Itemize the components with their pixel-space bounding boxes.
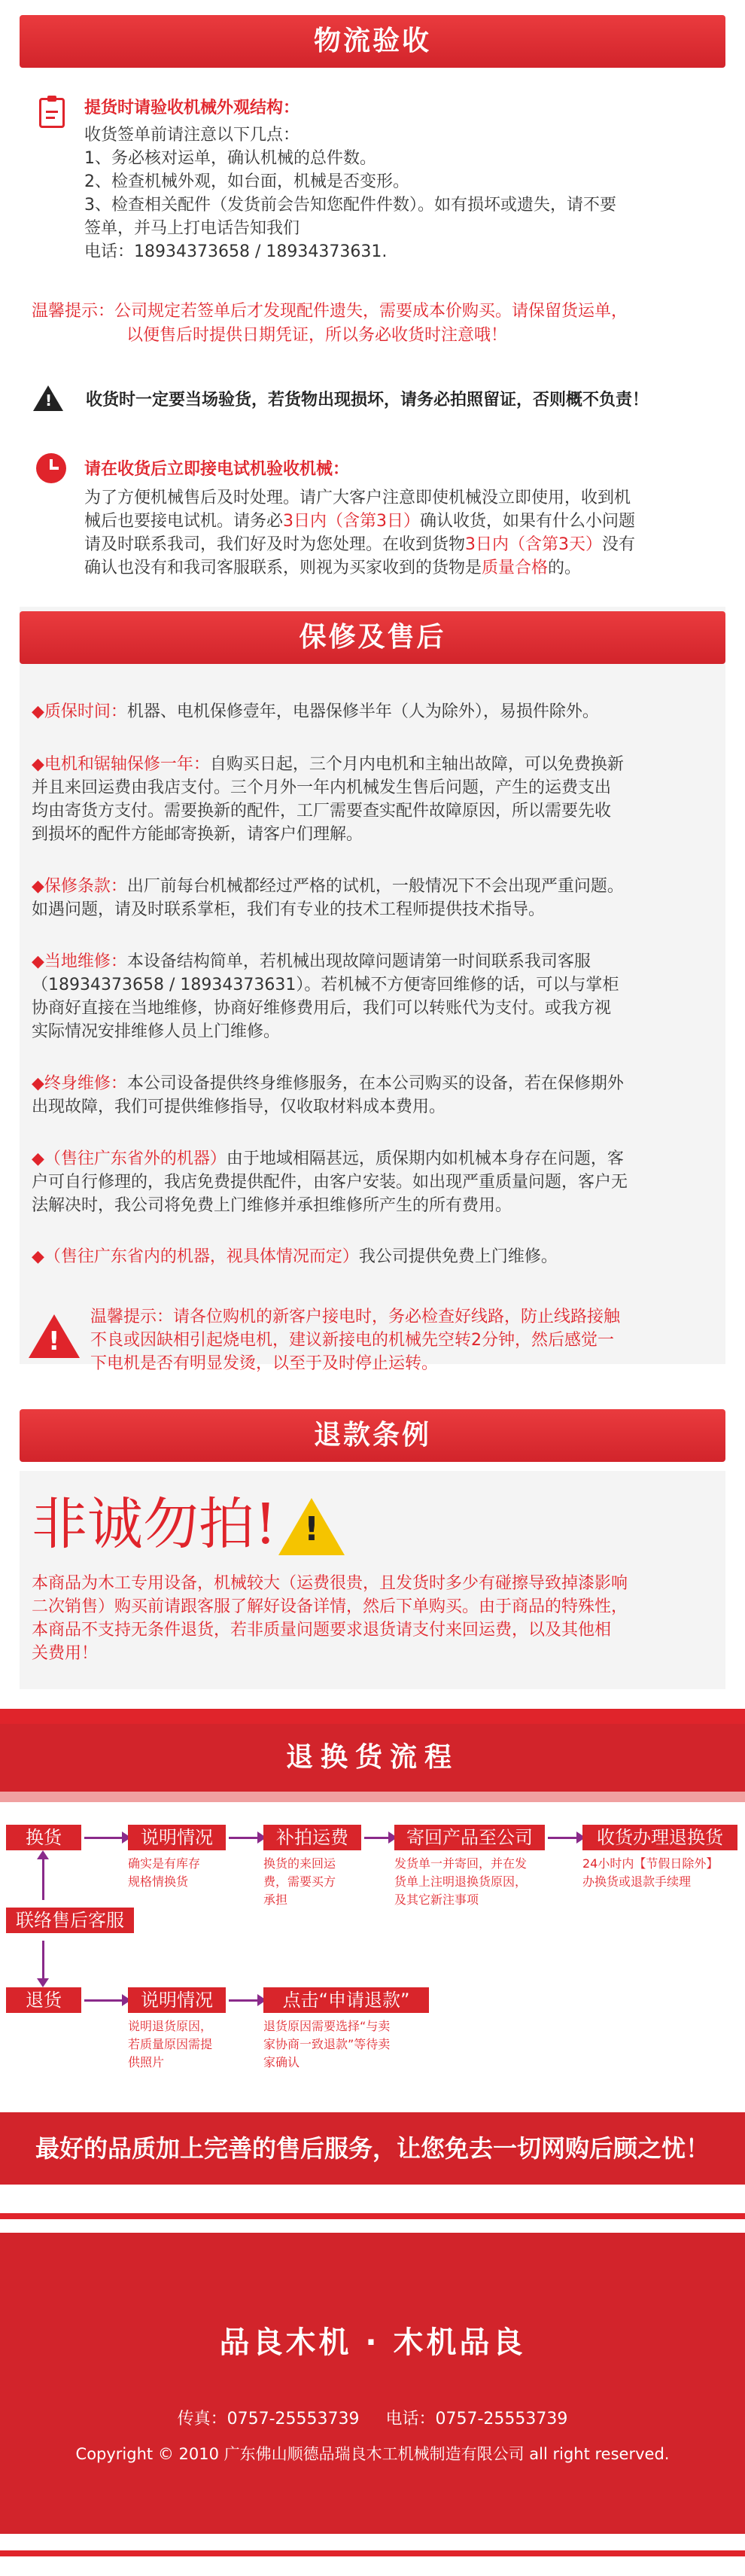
flow-note <box>394 1855 527 1909</box>
flow-note-line: 承担 <box>263 1892 288 1907</box>
flow-note-line: 费，需要买方 <box>263 1874 336 1889</box>
refund-big-text: 非诚勿拍! <box>32 1492 277 1557</box>
flow-note <box>582 1855 718 1891</box>
warranty-text: 由于地域相隔甚远，质保期内如机械本身存在问题，客 <box>226 1149 624 1168</box>
warranty-text: 并且来回运费由我店支付。三个月外一年内机械发生售后问题，产生的运费支出 <box>32 778 612 797</box>
warranty-label: ◆终身维修： <box>32 1074 127 1093</box>
test-highlight: 质量合格 <box>482 559 549 577</box>
warranty-label: ◆质保时间： <box>32 702 127 721</box>
warning-text: 收货时一定要当场验货，若货物出现损坏，请务必拍照留证，否则概不负责！ <box>86 391 649 410</box>
inspect-list <box>84 123 716 263</box>
flow-step-return-product: 寄回产品至公司 <box>394 1825 545 1850</box>
flow-note-line: 确实是有库存 <box>128 1856 201 1871</box>
flow-contact-support: 联络售后客服 <box>6 1908 134 1933</box>
slogan-banner: 最好的品质加上完善的售后服务，让您免去一切网购后顾之忧！ <box>0 2112 745 2185</box>
test-text: 请及时联系我司，我们好及时为您处理。在收到货物 <box>84 535 466 554</box>
flow-note-line: 家确认 <box>263 2055 300 2069</box>
tip-line: 以便售后时提供日期凭证，所以务必收货时注意哦！ <box>126 326 508 345</box>
flow-note <box>128 1855 200 1891</box>
clock-icon <box>36 453 66 483</box>
refund-title: 退款条例 <box>20 1409 725 1462</box>
warranty-text: 到损坏的配件方能邮寄换新，请客户们理解。 <box>32 825 363 844</box>
tip-line: 不良或因缺相引起烧电机，建议新接电的机械先空转2分钟，然后感觉一 <box>90 1331 614 1350</box>
inspect-line: 签单，并马上打电话告知我们 <box>84 219 300 238</box>
test-text: 确认收货，如果有什么小问题 <box>420 512 636 531</box>
footer-contact: 传真：0757-25553739 电话：0757-25553739 <box>177 2410 568 2428</box>
warning-icon-mark: ! <box>48 1326 60 1357</box>
warranty-item <box>32 753 716 846</box>
warning-icon-mark: ! <box>45 391 53 410</box>
flow-note-line: 说明退货原因， <box>128 2019 213 2033</box>
warranty-item <box>32 1147 716 1217</box>
arrow-right-icon <box>229 1837 259 1839</box>
flow-step-apply-refund: 点击“申请退款” <box>263 1987 429 2013</box>
arrow-right-icon <box>548 1837 578 1839</box>
inspect-line: 2、检查机械外观，如台面，机械是否变形。 <box>84 172 409 191</box>
test-text: 确认也没有和我司客服联系，则视为买家收到的货物是 <box>84 559 482 577</box>
flow-note-line: 若质量原因需提 <box>128 2037 213 2051</box>
warranty-text: 协商好直接在当地维修，协商好维修费用后，我们可以转账代为支付。或我方视 <box>32 999 612 1018</box>
refund-line: 本商品为木工专用设备，机械较大（运费很贵，且发货时多少有碰擦导致掉漆影响 <box>32 1574 628 1593</box>
warranty-text: 本公司设备提供终身维修服务，在本公司购买的设备，若在保修期外 <box>126 1074 624 1093</box>
flow-step-return: 退货 <box>6 1987 81 2013</box>
warranty-text: 如遇问题，请及时联系掌柜，我们有专业的技术工程师提供技术指导。 <box>32 900 546 919</box>
flow-note-line: 换货的来回运 <box>263 1856 336 1871</box>
test-text: 没有 <box>602 535 636 554</box>
warranty-text: 自购买日起，三个月内电机和主轴出故障，可以免费换新 <box>209 755 624 774</box>
warranty-item <box>32 875 716 921</box>
test-text: 的。 <box>548 559 582 577</box>
footer-top-line <box>0 2213 745 2219</box>
flow-step-explain: 说明情况 <box>128 1987 226 2013</box>
arrow-right-icon <box>84 1837 123 1839</box>
warning-icon-mark: ! <box>304 1510 320 1548</box>
warranty-text: 实际情况安排维修人员上门维修。 <box>32 1022 281 1041</box>
warranty-text: 机器、电机保修壹年，电器保修半年（人为除外），易损件除外。 <box>126 702 599 721</box>
test-paragraph <box>84 486 716 580</box>
warranty-title: 保修及售后 <box>20 611 725 664</box>
warranty-text: 户可自行修理的，我店免费提供配件，由客户安装。如出现严重质量问题，客户无 <box>32 1173 628 1192</box>
warranty-text: 法解决时，我公司将免费上门维修并承担维修所产生的所有费用。 <box>32 1196 512 1215</box>
footer <box>0 2233 745 2534</box>
flow-note-line: 供照片 <box>128 2055 165 2069</box>
warranty-label: ◆（售往广东省外的机器） <box>32 1149 227 1168</box>
tip-line: 下电机是否有明显发烫，以至于及时停止运转。 <box>90 1354 439 1373</box>
inspect-line: 1、务必核对运单，确认机械的总件数。 <box>84 149 376 168</box>
clipboard-icon <box>39 98 65 128</box>
flow-title-shadow <box>0 1792 745 1802</box>
test-highlight: 3日内（含第3日） <box>283 512 421 531</box>
warranty-label: ◆保修条款： <box>32 877 127 896</box>
logistics-title: 物流验收 <box>20 15 725 68</box>
test-highlight: 3日内（含第3天） <box>465 535 603 554</box>
flow-step-exchange: 换货 <box>6 1825 81 1850</box>
warranty-text: 我公司提供免费上门维修。 <box>358 1247 558 1266</box>
warranty-text: 出厂前每台机械都经过严格的试机，一般情况下不会出现严重问题。 <box>126 877 624 896</box>
footer-brand: 品良木机 · 木机品良 <box>219 2325 526 2360</box>
arrow-right-icon <box>229 1999 259 2002</box>
flow-note-line: 家协商一致退款”等待卖 <box>263 2037 391 2051</box>
tip-line: 温馨提示：请各位购机的新客户接电时，务必检查好线路，防止线路接触 <box>90 1308 621 1326</box>
flow-note-line: 24小时内【节假日除外】 <box>582 1856 719 1871</box>
inspect-line: 收货签单前请注意以下几点： <box>84 126 300 145</box>
warranty-text: 出现故障，我们可提供维修指导，仅收取材料成本费用。 <box>32 1098 446 1116</box>
warranty-item <box>32 700 716 723</box>
warranty-item <box>32 1245 716 1268</box>
logistics-tip <box>32 300 628 348</box>
arrow-down-icon <box>42 1941 44 1980</box>
arrow-right-icon <box>364 1837 390 1839</box>
test-text: 为了方便机械售后及时处理。请广大客户注意即使机械没立即使用，收到机 <box>84 489 631 507</box>
inspect-line: 电话：18934373658 / 18934373631. <box>84 242 388 261</box>
flow-step-shipping-fee: 补拍运费 <box>263 1825 361 1850</box>
refund-line: 关费用！ <box>32 1644 99 1663</box>
flow-note <box>263 2017 390 2072</box>
test-text: 械后也要接电试机。请务必 <box>84 512 284 531</box>
warranty-item <box>32 1072 716 1119</box>
tip-line: 温馨提示：公司规定若签单后才发现配件遗失，需要成本价购买。请保留货运单， <box>32 302 628 321</box>
footer-bottom-line <box>0 2550 745 2556</box>
arrow-up-icon <box>42 1858 44 1900</box>
warranty-item <box>32 950 716 1043</box>
warranty-tip <box>90 1305 620 1375</box>
flow-note-line: 规格情换货 <box>128 1874 189 1889</box>
warranty-text: 本设备结构简单，若机械出现故障问题请第一时间联系我司客服 <box>126 952 591 971</box>
flow-note-line: 货单上注明退换货原因， <box>394 1874 528 1889</box>
refund-text <box>32 1572 716 1665</box>
test-heading: 请在收货后立即接电试机验收机械： <box>84 460 350 479</box>
flow-note <box>128 2017 212 2072</box>
refund-line: 本商品不支持无条件退货，若非质量问题要求退货请支付来回运费，以及其他相 <box>32 1621 612 1640</box>
flow-note-line: 退货原因需要选择“与卖 <box>263 2019 391 2033</box>
inspect-heading: 提货时请验收机械外观结构： <box>84 99 300 117</box>
warranty-text: （18934373658 / 18934373631）。若机械不方便寄回维修的话，可以与掌柜 <box>32 976 619 994</box>
warranty-label: ◆当地维修： <box>32 952 127 971</box>
footer-copyright: Copyright © 2010 广东佛山顺德品瑞良木工机械制造有限公司 all right reserved. <box>75 2445 670 2463</box>
arrow-right-icon <box>84 1999 123 2002</box>
flow-note <box>263 1855 336 1909</box>
warranty-label: ◆电机和锯轴保修一年： <box>32 755 210 774</box>
flow-note-line: 办换货或退款手续理 <box>582 1874 692 1889</box>
warranty-text: 均由寄货方支付。需要换新的配件，工厂需要查实配件故障原因，所以需要先收 <box>32 802 612 821</box>
flow-title: 退换货流程 <box>0 1724 745 1792</box>
flow-step-process: 收货办理退换货 <box>582 1825 737 1850</box>
inspect-line: 3、检查相关配件（发货前会告知您配件件数）。如有损坏或遗失，请不要 <box>84 196 616 215</box>
flow-note-line: 及其它新注事项 <box>394 1892 479 1907</box>
flow-note-line: 发货单一并寄回，并在发 <box>394 1856 528 1871</box>
warranty-label: ◆（售往广东省内的机器，视具体情况而定） <box>32 1247 359 1266</box>
flow-step-explain: 说明情况 <box>128 1825 226 1850</box>
refund-line: 二次销售）购买前请跟客服了解好设备详情，然后下单购买。由于商品的特殊性， <box>32 1597 628 1616</box>
